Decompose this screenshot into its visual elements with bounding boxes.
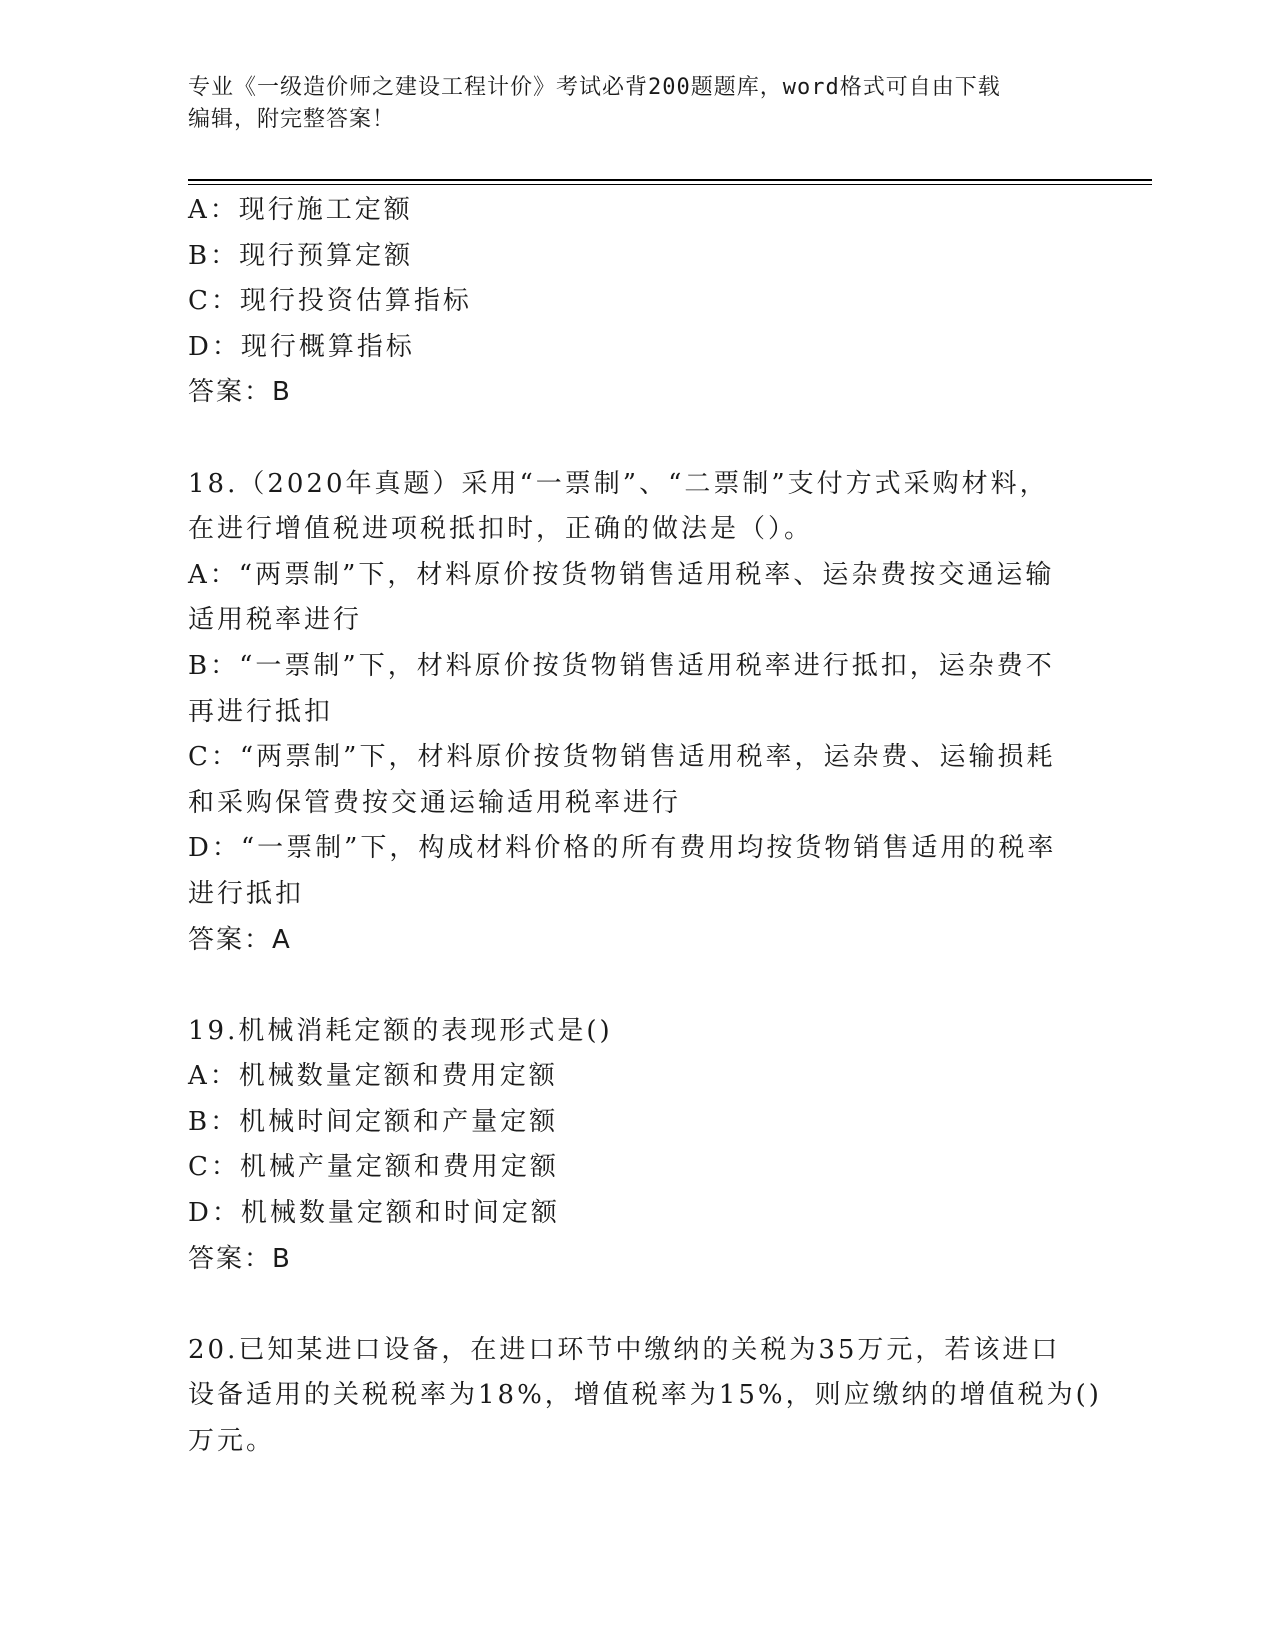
question-stem-cont: 设备适用的关税税率为18%，增值税率为15%，则应缴纳的增值税为() [188,1380,1102,1411]
option-b-cont: 再进行抵扣 [188,696,334,727]
question-stem: 20.已知某进口设备，在进口环节中缴纳的关税为35万元，若该进口 [188,1334,1061,1365]
option-c: C：机械产量定额和费用定额 [188,1152,559,1183]
option-c: C：现行投资估算指标 [188,286,472,317]
question-17 [188,188,1088,416]
question-20 [188,1328,1102,1465]
header-line-1: 专业《一级造价师之建设工程计价》考试必背200题题库，word格式可自由下载 [188,75,1001,100]
option-c-cont: 和采购保管费按交通运输适用税率进行 [188,787,682,818]
option-d-cont: 进行抵扣 [188,878,305,909]
spacer [188,1282,1088,1328]
option-a: A：机械数量定额和费用定额 [188,1061,558,1092]
option-d: D：机械数量定额和时间定额 [188,1198,560,1229]
option-a: A：“两票制”下，材料原价按货物销售适用税率、运杂费按交通运输 [188,559,1055,590]
question-stem-cont: 万元。 [188,1426,276,1457]
question-stem-cont: 在进行增值税进项税抵扣时，正确的做法是（）。 [188,514,814,545]
question-stem: 19.机械消耗定额的表现形式是() [188,1015,613,1046]
header-divider [188,179,1152,181]
option-b: B：机械时间定额和产量定额 [188,1106,559,1137]
option-a: A：现行施工定额 [188,195,413,225]
option-a-cont: 适用税率进行 [188,605,363,636]
option-b: B：“一票制”下，材料原价按货物销售适用税率进行抵扣，运杂费不 [188,650,1055,681]
header-divider-thin [188,184,1152,185]
answer: 答案：A [188,924,292,955]
question-18 [188,462,1088,964]
document-header [188,72,1078,136]
option-c: C：“两票制”下，材料原价按货物销售适用税率，运杂费、运输损耗 [188,742,1056,773]
spacer [188,416,1088,462]
question-list [188,188,1102,1465]
option-b: B：现行预算定额 [188,240,414,271]
option-d: D：“一票制”下，构成材料价格的所有费用均按货物销售适用的税率 [188,833,1057,864]
option-d: D：现行概算指标 [188,331,415,362]
question-stem: 18.（2020年真题）采用“一票制”、“二票制”支付方式采购材料， [188,468,1049,499]
spacer [188,963,1088,1009]
answer: 答案：B [188,1243,292,1274]
answer: 答案：B [188,377,292,408]
header-line-2: 编辑，附完整答案！ [188,107,396,132]
question-19 [188,1009,1088,1283]
